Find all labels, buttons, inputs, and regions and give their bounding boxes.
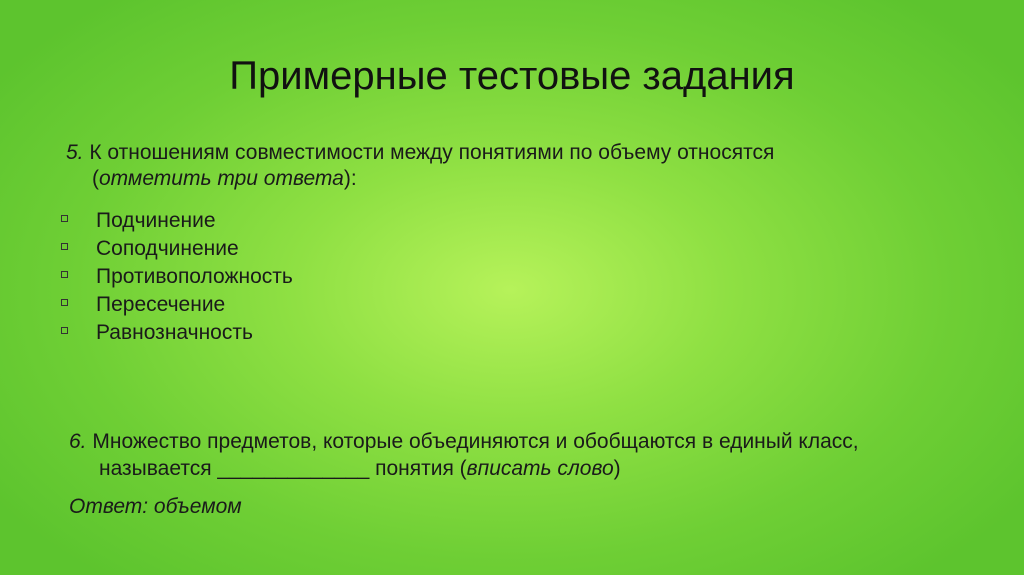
square-bullet-icon [61,243,68,250]
answer-options-list [58,207,293,347]
square-bullet-icon [61,271,68,278]
question-6-second-line [69,455,989,482]
option-label: Противоположность [96,265,293,288]
question-6-blank-text: называется _____________ понятия ( [99,457,467,480]
question-6 [69,428,989,482]
square-bullet-icon [61,215,68,222]
square-bullet-icon [61,327,68,334]
option-item [58,207,293,235]
option-label: Подчинение [96,209,216,232]
q5-paren-close: ): [343,167,357,190]
square-bullet-icon [61,299,68,306]
question-6-text: Множество предметов, которые объединяются и обобщаются в единый класс, [86,430,859,453]
slide-title: Примерные тестовые задания [229,54,795,98]
question-5-instruction-line [66,166,966,192]
option-label: Соподчинение [96,237,239,260]
question-6-number: 6. [69,430,87,453]
question-5 [66,140,966,192]
question-5-instruction: отметить три ответа [99,167,344,190]
q5-paren-open: ( [92,167,99,190]
question-5-number: 5. [66,141,84,164]
answer-text: Ответ: объемом [69,495,242,518]
option-item [58,291,293,319]
option-label: Равнозначность [96,321,253,344]
question-5-text: К отношениям совместимости между понятиями по объему относятся [83,141,775,164]
option-item [58,263,293,291]
option-label: Пересечение [96,293,226,316]
question-6-instruction: вписать слово [466,457,614,480]
option-item [58,319,293,347]
q6-paren-close: ) [613,457,621,480]
option-item [58,235,293,263]
